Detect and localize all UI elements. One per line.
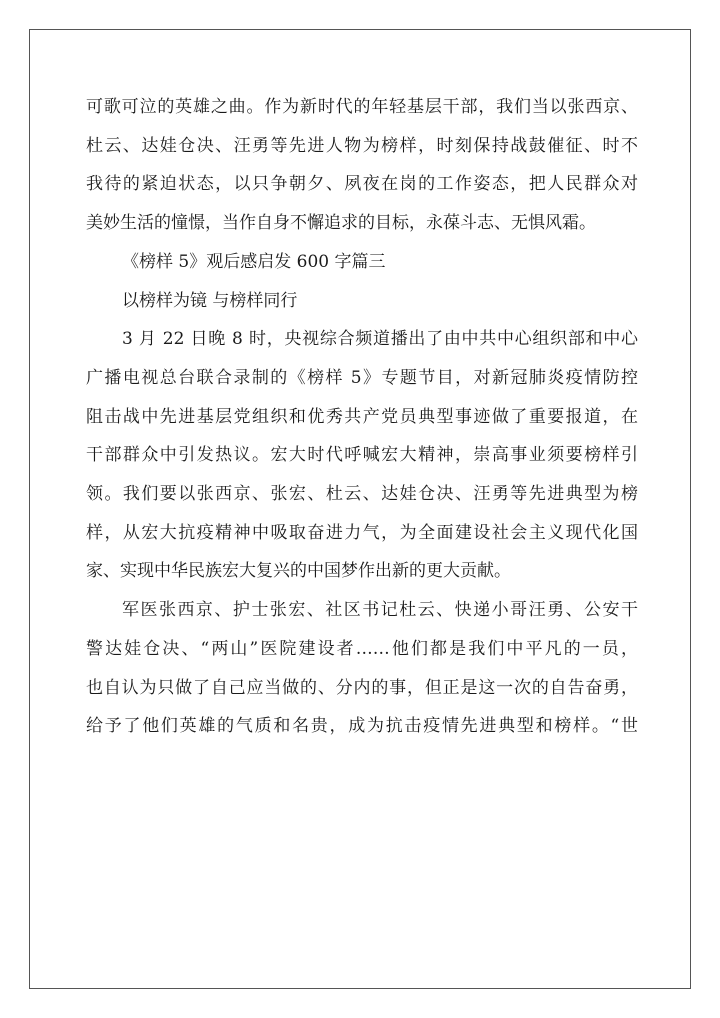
body-line: 我待的紧迫状态，以只争朝夕、夙夜在岗的工作姿态，把人民群众对 <box>86 174 638 195</box>
body-line: 杜云、达娃仓决、汪勇等先进人物为榜样，时刻保持战鼓催征、时不 <box>86 135 638 156</box>
body-line: 警达娃仓决、“两山”医院建设者……他们都是我们中平凡的一员， <box>86 638 638 659</box>
body-line: 阻击战中先进基层党组织和优秀共产党员典型事迹做了重要报道，在 <box>86 406 638 427</box>
body-line: 3 月 22 日晚 8 时，央视综合频道播出了由中共中心组织部和中心 <box>122 329 638 350</box>
body-line: 美妙生活的憧憬，当作自身不懈追求的目标，永葆斗志、无惧风霜。 <box>86 213 596 234</box>
body-line: 给予了他们英雄的气质和名贵，成为抗击疫情先进典型和榜样。“世 <box>86 716 638 737</box>
section-subtitle: 以榜样为镜 与榜样同行 <box>122 290 298 311</box>
body-line: 军医张西京、护士张宏、社区书记杜云、快递小哥汪勇、公安干 <box>122 600 638 621</box>
body-line: 家、实现中华民族宏大复兴的中国梦作出新的更大贡献。 <box>86 561 511 582</box>
body-line: 样，从宏大抗疫精神中吸取奋进力气，为全面建设社会主义现代化国 <box>86 522 638 543</box>
body-line: 可歌可泣的英雄之曲。作为新时代的年轻基层干部，我们当以张西京、 <box>86 97 638 117</box>
body-line: 广播电视总台联合录制的《榜样 5》专题节目，对新冠肺炎疫情防控 <box>86 367 638 388</box>
section-title: 《榜样 5》观后感启发 600 字篇三 <box>122 251 386 272</box>
body-line: 领。我们要以张西京、张宏、杜云、达娃仓决、汪勇等先进典型为榜 <box>86 484 638 505</box>
body-line: 也自认为只做了自己应当做的、分内的事，但正是这一次的自告奋勇， <box>86 677 638 698</box>
document-body <box>86 88 638 746</box>
body-line: 干部群众中引发热议。宏大时代呼喊宏大精神，崇高事业须要榜样引 <box>86 445 638 466</box>
